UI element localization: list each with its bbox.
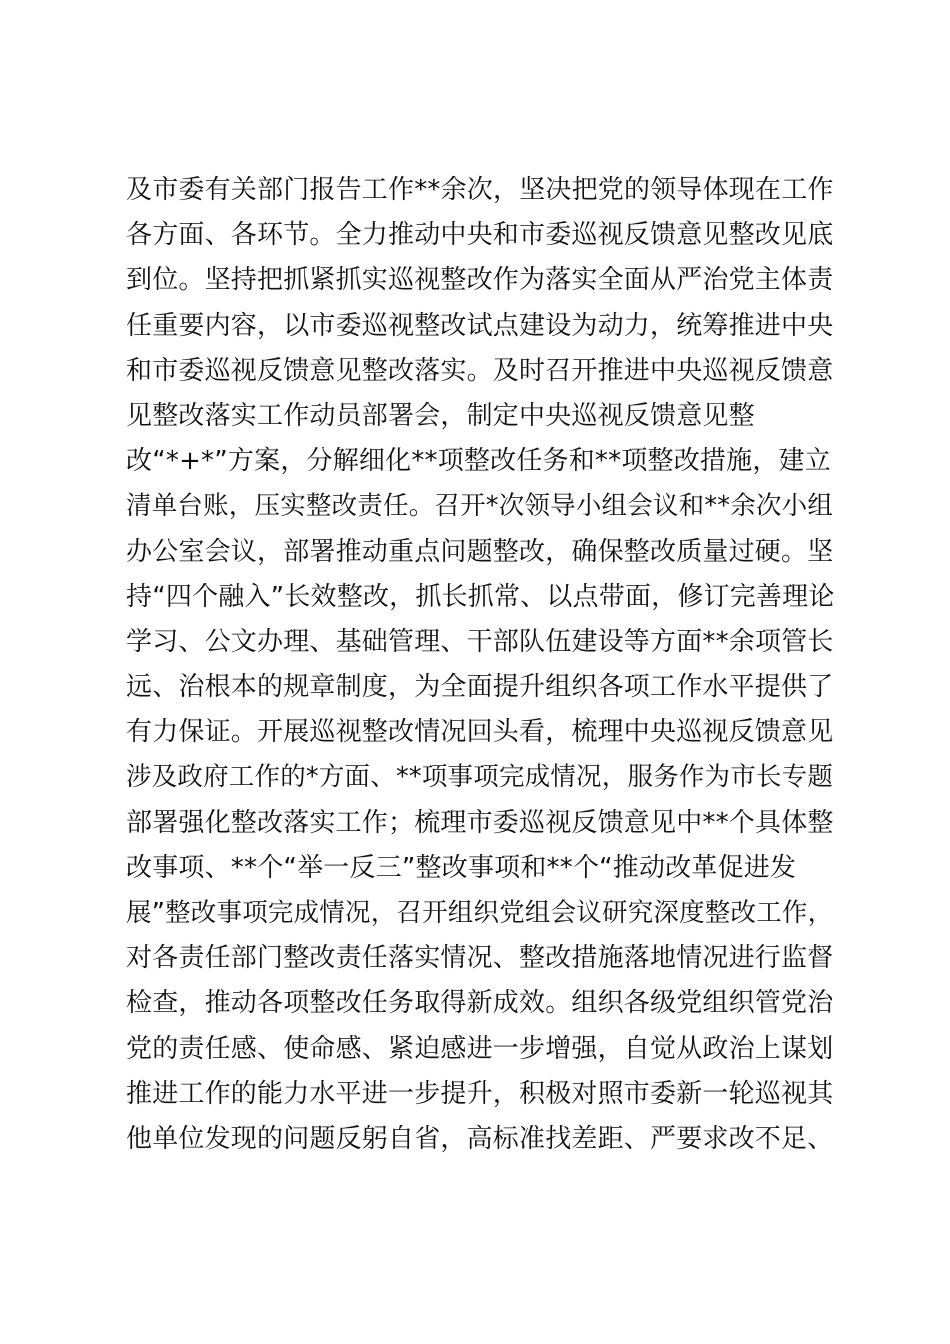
text-line-22: 他单位发现的问题反躬自省，高标准找差距、严要求改不足、 xyxy=(126,1123,834,1154)
text-line-21: 推进工作的能力水平进一步提升，积极对照市委新一轮巡视其 xyxy=(126,1078,834,1109)
text-line-13: 有力保证。开展巡视整改情况回头看，梳理中央巡视反馈意见 xyxy=(126,717,834,748)
text-line-3: 到位。坚持把抓紧抓实巡视整改作为落实全面从严治党主体责 xyxy=(126,265,834,296)
text-line-16: 改事项、**个“举一反三”整改事项和**个“推动改革促进发 xyxy=(126,852,797,883)
body-paragraph xyxy=(126,168,846,1162)
text-line-6: 见整改落实工作动员部署会，制定中央巡视反馈意见整 xyxy=(126,400,755,431)
text-line-7: 改“*+*”方案，分解细化**项整改任务和**项整改措施，建立 xyxy=(126,446,831,477)
text-line-19: 检查，推动各项整改任务取得新成效。组织各级党组织管党治 xyxy=(126,988,834,1019)
text-line-20: 党的责任感、使命感、紧迫感进一步增强，自觉从政治上谋划 xyxy=(126,1033,834,1064)
text-line-15: 部署强化整改落实工作；梳理市委巡视反馈意见中**个具体整 xyxy=(126,807,834,838)
text-line-9: 办公室会议，部署推动重点问题整改，确保整改质量过硬。坚 xyxy=(126,536,834,567)
text-line-10: 持“四个融入”长效整改，抓长抓常、以点带面，修订完善理论 xyxy=(126,581,835,612)
text-line-17: 展”整改事项完成情况，召开组织党组会议研究深度整改工作， xyxy=(126,898,834,928)
text-line-18: 对各责任部门整改责任落实情况、整改措施落地情况进行监督 xyxy=(126,943,834,974)
text-line-5: 和市委巡视反馈意见整改落实。及时召开推进中央巡视反馈意 xyxy=(126,355,834,386)
text-line-12: 远、治根本的规章制度，为全面提升组织各项工作水平提供了 xyxy=(126,672,834,703)
text-line-8: 清单台账，压实整改责任。召开*次领导小组会议和**余次小组 xyxy=(126,491,834,522)
text-line-4: 任重要内容，以市委巡视整改试点建设为动力，统筹推进中央 xyxy=(126,310,834,341)
text-line-1: 及市委有关部门报告工作**余次，坚决把党的领导体现在工作 xyxy=(126,175,834,205)
text-line-2: 各方面、各环节。全力推动中央和市委巡视反馈意见整改见底 xyxy=(126,220,834,251)
text-line-14: 涉及政府工作的*方面、**项事项完成情况，服务作为市长专题 xyxy=(126,762,834,793)
text-line-11: 学习、公文办理、基础管理、干部队伍建设等方面**余项管长 xyxy=(126,626,834,657)
